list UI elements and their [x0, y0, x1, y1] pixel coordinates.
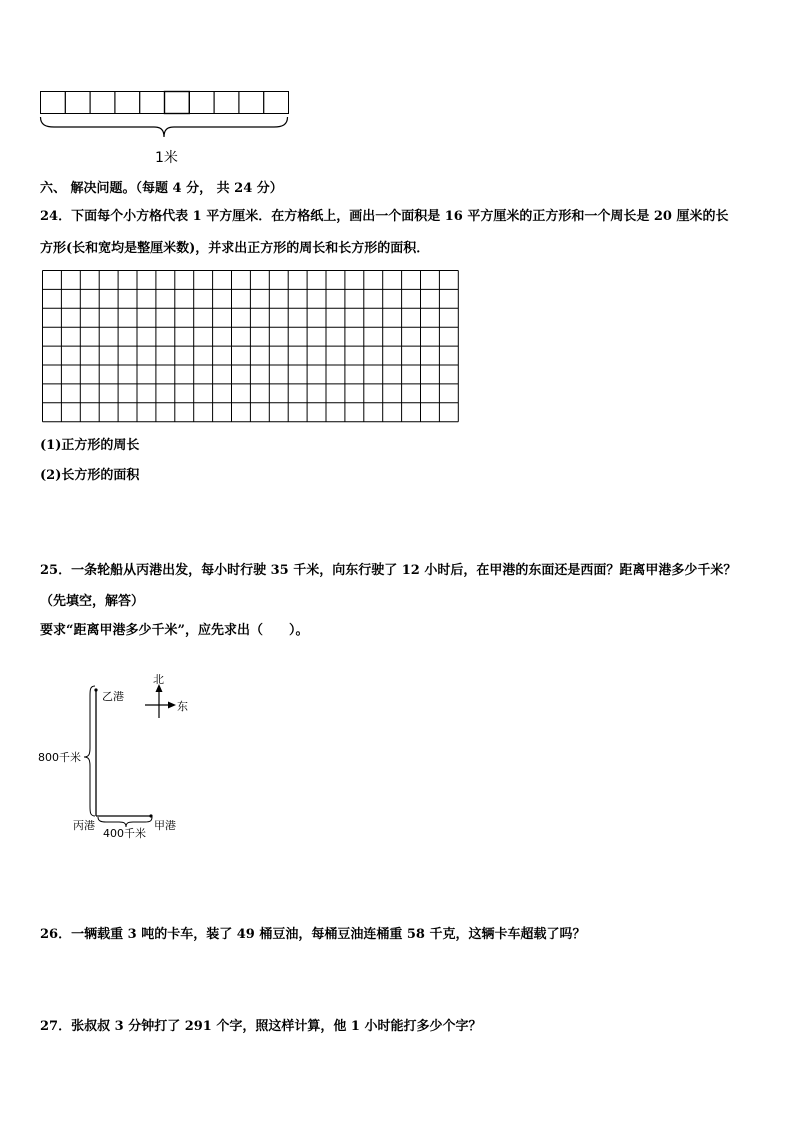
q24-sub1: (1)正方形的周长: [40, 438, 140, 453]
q25-text-line1: 25．一条轮船从丙港出发，每小时行驶 35 千米，向东行驶了 12 小时后，在甲港的东面还是西面？距离甲港多少千米？: [40, 563, 737, 578]
compass-north-label: 北: [153, 673, 164, 686]
q24-text-line1: 24．下面每个小方格代表 1 平方厘米．在方格纸上，画出一个面积是 16 平方厘米的正方形和一个周长是 20 厘米的长: [40, 209, 729, 224]
compass-east-label: 东: [177, 700, 188, 713]
q25-text-line2: （先填空，解答）: [40, 594, 145, 609]
port-yi-dot: [94, 688, 97, 691]
q24-sub2: (2)长方形的面积: [40, 468, 140, 483]
port-jia-label: 甲港: [154, 819, 176, 832]
q26-text: 26．一辆载重 3 吨的卡车，装了 49 桶豆油，每桶豆油连桶重 58 千克，这辆卡车超载了吗？: [40, 927, 586, 942]
port-yi-label: 乙港: [102, 690, 124, 703]
distance-800-label: 800千米: [38, 751, 81, 764]
brace-vertical: [84, 686, 95, 816]
q24-text-line2: 方形(长和宽均是整厘米数)，并求出正方形的周长和长方形的面积．: [40, 241, 430, 256]
q25-text-line3: 要求“距离甲港多少千米”，应先求出（ ）。: [40, 623, 309, 638]
ruler-label: 1米: [155, 150, 178, 166]
compass-east-arrow: [168, 702, 176, 709]
distance-400-label: 400千米: [103, 827, 146, 840]
port-bing-label: 丙港: [73, 819, 95, 832]
section-heading: 六、 解决问题。（每题 4 分， 共 24 分）: [40, 181, 283, 196]
q27-text: 27．张叔叔 3 分钟打了 291 个字，照这样计算，他 1 小时能打多少个字？: [40, 1019, 482, 1034]
